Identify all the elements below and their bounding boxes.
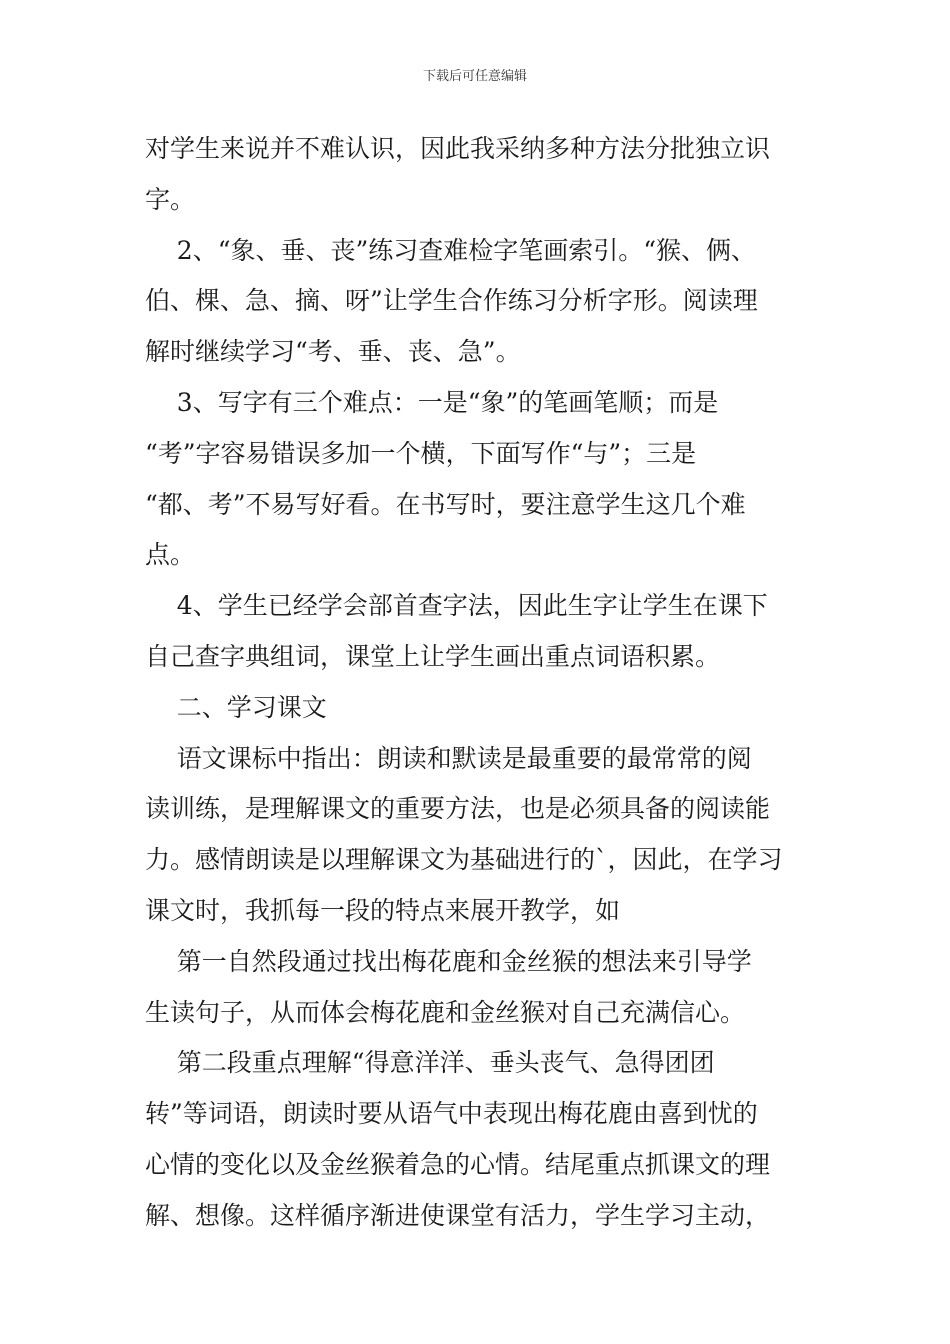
text-line: 二、学习课文 <box>145 692 327 722</box>
text-line: 2、“象、垂、丧”练习查难检字笔画索引。“猴、俩、 <box>145 235 757 265</box>
text-line: 心情的变化以及金丝猴着急的心情。结尾重点抓课文的理 <box>145 1149 771 1179</box>
paragraph <box>145 937 815 1039</box>
text-line: 4、学生已经学会部首查字法，因此生字让学生在课下 <box>145 591 768 621</box>
text-line: 解时继续学习“考、垂、丧、急”。 <box>145 337 521 367</box>
text-line: 自己查字典组词，课堂上让学生画出重点词语积累。 <box>145 641 721 671</box>
page-header-note: 下载后可任意编辑 <box>422 69 527 84</box>
paragraph <box>145 581 815 683</box>
paragraph <box>145 378 815 581</box>
text-line: 语文课标中指出：朗读和默读是最重要的最常常的阅 <box>145 743 752 773</box>
section-heading <box>145 683 815 734</box>
text-line: 伯、棵、急、摘、呀”让学生合作练习分析字形。阅读理 <box>145 286 758 316</box>
paragraph <box>145 1038 815 1241</box>
text-line: 解、想像。这样循序渐进使课堂有活力，学生学习主动， <box>145 1200 771 1230</box>
text-line: 课文时，我抓每一段的特点来展开教学，如 <box>145 895 621 925</box>
text-line: 第一自然段通过找出梅花鹿和金丝猴的想法来引导学 <box>145 946 752 976</box>
text-line: 3、写字有三个难点：一是“象”的笔画笔顺；而是 <box>145 387 719 417</box>
text-line: 对学生来说并不难认识，因此我采纳多种方法分批独立识 <box>145 134 771 163</box>
text-line: 第二段重点理解“得意洋洋、垂头丧气、急得团团 <box>145 1048 715 1078</box>
text-line: 力。感情朗读是以理解课文为基础进行的`，因此，在学习 <box>145 845 783 875</box>
text-line: 读训练，是理解课文的重要方法，也是必须具备的阅读能 <box>145 794 771 824</box>
text-line: 生读句子，从而体会梅花鹿和金丝猴对自己充满信心。 <box>145 997 746 1027</box>
text-line: 字。 <box>145 184 196 214</box>
text-line: “都、考”不易写好看。在书写时，要注意学生这几个难 <box>145 489 746 519</box>
text-line: 转”等词语，朗读时要从语气中表现出梅花鹿由喜到忧的 <box>145 1099 758 1129</box>
text-line: “考”字容易错误多加一个横，下面写作“与”；三是 <box>145 438 697 468</box>
paragraph <box>145 124 815 226</box>
paragraph <box>145 226 815 378</box>
document-body <box>145 124 815 1242</box>
text-line: 点。 <box>145 540 196 570</box>
paragraph <box>145 734 815 937</box>
